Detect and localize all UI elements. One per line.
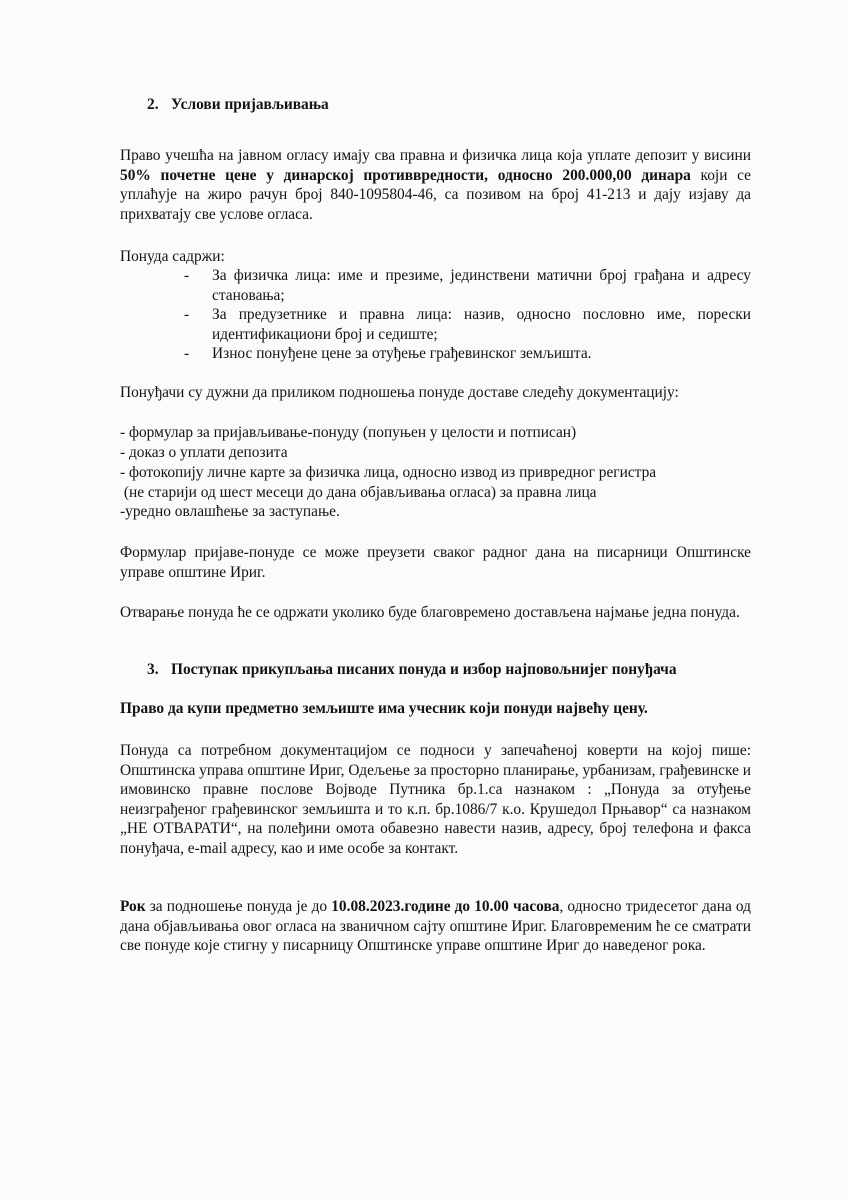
doc-item: - формулар за пријављивање-понуду (попуњен у целости и потписан) [120, 424, 577, 441]
doc-item: - фотокопију личне карте за физичка лица, односно извод из привредног регистра [120, 464, 657, 481]
doc-item: -уредно овлашћење за заступање. [120, 503, 340, 520]
submission-paragraph: Понуда са потребном документацијом се подноси у запечаћеној коверти на којој пише: Општинска управа општине Ириг, Одељење за просторно планирање, урбанизам, грађевинске и имовинско правне послове Војводе Путника бр.1.са назнаком : „Понуда за отуђење неизграђеног грађевинског земљишта и то к.п. бр.1086/7 к.о. Крушедол Прњавор“ са назнаком „НЕ ОТВАРАТИ“, на полеђини омота обавезно навести назив, адресу, број телефона и факса понуђача, e-mail адресу, као и име особе за контакт. [120, 742, 751, 857]
deadline-text-d: , односно тридесетог дана од дана објављивања овог огласа на званичном сајту општине Ириг. Благовременим ће се сматрати све понуде које стигну у писарницу Општинске управе општине Ириг до наведеног рока. [120, 898, 751, 955]
participation-text-c: који се уплаћује на жиро рачун број 840-1095804-46, са позивом на број 41-213 и дају изјаву да прихватају све услове огласа. [120, 166, 751, 223]
deadline-text-b: за подношење понуда је до [145, 898, 332, 915]
section-3-number: 3. [147, 661, 159, 678]
section-3-heading [147, 660, 677, 680]
opening-paragraph: Отварање понуда ће се одржати уколико буде благовремено достављена најмање једна понуда. [120, 604, 740, 621]
deadline-date: 10.08.2023.године до 10.00 часова [331, 898, 560, 915]
section-2-heading [147, 95, 329, 115]
deadline-label: Рок [120, 898, 146, 915]
offer-item: - За предузетнике и правна лица: назив, односно пословно име, порески идентификациони број и седиште; [184, 305, 751, 344]
deadline-paragraph [120, 897, 751, 956]
deposit-amount: 50% почетне цене у динарској противвредности, односно 200.000,00 динара [120, 166, 691, 184]
doc-item: - доказ о уплати депозита [120, 444, 288, 461]
section-2-number: 2. [147, 96, 159, 113]
section-2-title: Услови пријављивања [171, 96, 329, 113]
form-paragraph: Формулар пријаве-понуде се може преузети сваког радног дана на писарници Општинске управе општине Ириг. [120, 544, 751, 581]
offer-item: - За физичка лица: име и презиме, јединствени матични број грађана и адресу становања; [184, 266, 751, 305]
offer-contents-list [184, 266, 751, 364]
section-3-title: Поступак прикупљања писаних понуда и избор најповољнијег понуђача [171, 661, 677, 678]
participation-text-a: Право учешћа на јавном огласу имају сва правна и физичка лица која уплате депозит у висини [120, 147, 751, 164]
doc-item: (не старији од шест месеци до дана објављивања огласа) за правна лица [120, 484, 597, 501]
documentation-intro: Понуђачи су дужни да приликом подношења понуде доставе следећу документацију: [120, 384, 679, 401]
right-to-buy-statement: Право да купи предметно земљиште има учесник који понуди највећу цену. [120, 700, 648, 717]
participation-paragraph [120, 146, 751, 224]
offer-contents-intro: Понуда садржи: [120, 248, 225, 265]
offer-item: - Износ понуђене цене за отуђење грађевинског земљишта. [184, 344, 751, 364]
